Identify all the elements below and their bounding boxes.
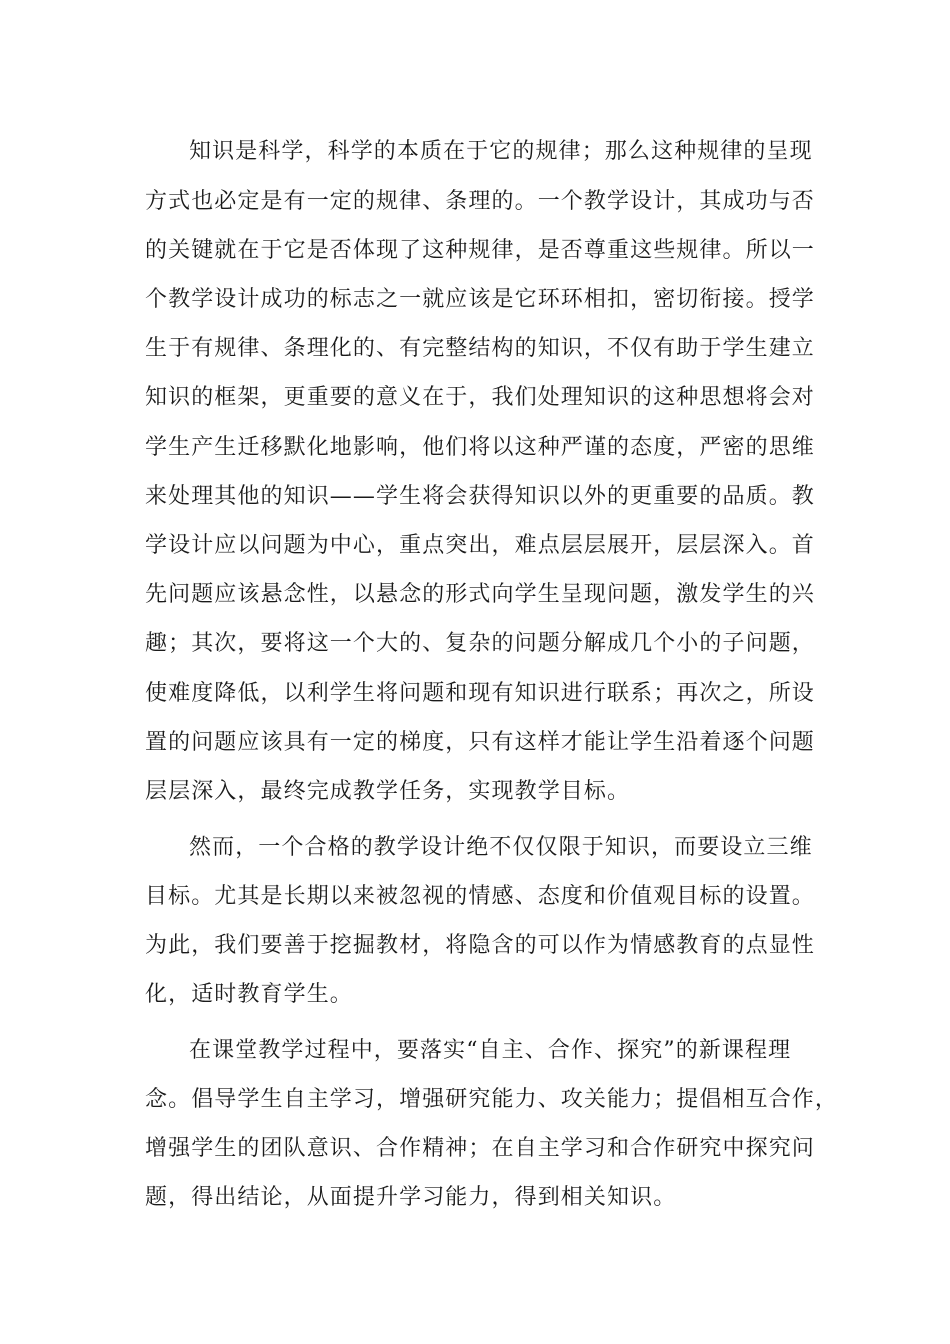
paragraph-1-line-3: 的关键就在于它是否体现了这种规律，是否尊重这些规律。所以一 xyxy=(145,238,815,263)
paragraph-1-line-4: 个教学设计成功的标志之一就应该是它环环相扣，密切衔接。授学 xyxy=(145,287,815,312)
paragraph-2-line-3: 为此，我们要善于挖掘教材，将隐含的可以作为情感教育的点显性 xyxy=(145,933,815,958)
paragraph-2-line-1: 然而，一个合格的教学设计绝不仅仅限于知识，而要设立三维 xyxy=(189,835,813,860)
paragraph-1-line-5: 生于有规律、条理化的、有完整结构的知识，不仅有助于学生建立 xyxy=(145,336,815,361)
paragraph-1-line-9: 学设计应以问题为中心，重点突出，难点层层展开，层层深入。首 xyxy=(145,533,815,558)
paragraph-2-line-4: 化，适时教育学生。 xyxy=(145,982,353,1007)
paragraph-1-line-12: 使难度降低，以利学生将问题和现有知识进行联系；再次之，所设 xyxy=(145,681,815,706)
paragraph-1-line-13: 置的问题应该具有一定的梯度，只有这样才能让学生沿着逐个问题 xyxy=(145,730,815,755)
paragraph-3-line-4: 题，得出结论，从面提升学习能力，得到相关知识。 xyxy=(145,1185,677,1210)
paragraph-1-line-6: 知识的框架，更重要的意义在于，我们处理知识的这种思想将会对 xyxy=(145,385,815,410)
paragraph-3-line-2: 念。倡导学生自主学习，增强研究能力、攻关能力；提倡相互合作， xyxy=(145,1087,839,1112)
paragraph-2-line-2: 目标。尤其是长期以来被忽视的情感、态度和价值观目标的设置。 xyxy=(145,884,815,909)
paragraph-1-line-7: 学生产生迁移默化地影响，他们将以这种严谨的态度，严密的思维 xyxy=(145,435,815,460)
paragraph-1-line-2: 方式也必定是有一定的规律、条理的。一个教学设计，其成功与否 xyxy=(145,189,815,214)
paragraph-1-line-8: 来处理其他的知识——学生将会获得知识以外的更重要的品质。教 xyxy=(145,484,815,509)
paragraph-3-line-1: 在课堂教学过程中，要落实“自主、合作、探究”的新课程理 xyxy=(189,1038,792,1063)
paragraph-1-line-1: 知识是科学，科学的本质在于它的规律；那么这种规律的呈现 xyxy=(189,139,813,164)
paragraph-1-line-14: 层层深入，最终完成教学任务，实现教学目标。 xyxy=(145,779,631,804)
paragraph-3-line-3: 增强学生的团队意识、合作精神；在自主学习和合作研究中探究问 xyxy=(145,1136,815,1161)
paragraph-1-line-11: 趣；其次，要将这一个大的、复杂的问题分解成几个小的子问题， xyxy=(145,631,815,656)
paragraph-1-line-10: 先问题应该悬念性，以悬念的形式向学生呈现问题，激发学生的兴 xyxy=(145,582,815,607)
